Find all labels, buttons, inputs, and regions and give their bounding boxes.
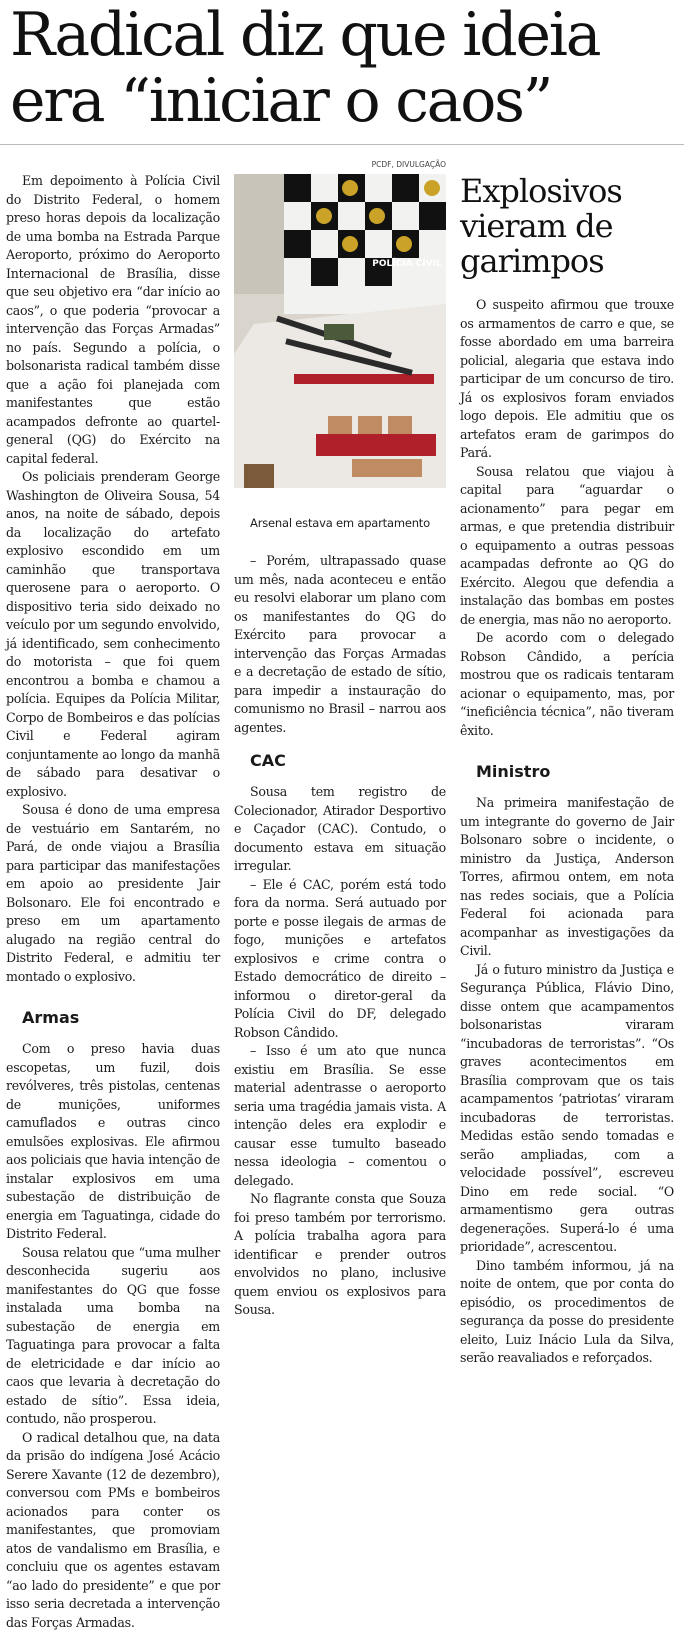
subheading-armas: Armas bbox=[22, 1008, 220, 1028]
paragraph: Os policiais prenderam George Washington de Oliveira Sousa, 54 anos, na noite de sábado, depois da localização do artefato explosivo escondido em um caminhão que transportava querosene para o aeroporto. O dispositivo teria sido deixado no veículo por um segundo envolvido, já identificado, sem conhecimento do motorista – que foi quem encontrou a bomba e chamou a polícia. Equipes da Polícia Militar, Corpo de Bombeiros e das polícias Civil e Federal agiram conjuntamente ao longo da manhã de sábado para desativar o explosivo. bbox=[6, 468, 220, 801]
paragraph: Em depoimento à Polícia Civil do Distrito Federal, o homem preso horas depois da localização de uma bomba na Estrada Parque Aeroporto, próximo do Aeroporto Internacional de Brasília, disse que seu objetivo era “dar início ao caos”, o que poderia “provocar a intervenção das Forças Armadas” no país. Segundo a polícia, o bolsonarista radical também disse que a ação foi planejada com manifestantes que estão acampados defronte ao quartel-general (QG) do Exército na capital federal. bbox=[6, 172, 220, 468]
headline: Radical diz que ideia era “iniciar o caos” bbox=[10, 2, 680, 134]
arsenal-photo bbox=[234, 174, 446, 488]
subheading-ministro: Ministro bbox=[476, 762, 674, 782]
paragraph: Na primeira manifestação de um integrante do governo de Jair Bolsonaro sobre o incidente, o ministro da Justiça, Anderson Torres, afirmou ontem, em nota nas redes sociais, que a Polícia Federal foi acionada para acompanhar as investigações da Civil. bbox=[460, 794, 674, 961]
paragraph: Sousa relatou que viajou à capital para “aguardar o acionamento” para pegar em armas, e que pretendia distribuir o equipamento a outras pessoas acampadas defronte ao QG do Exército. Alegou que defendia a instalação das bombas em postes de energia, mas não no aeroporto. bbox=[460, 463, 674, 630]
side-column bbox=[460, 296, 674, 1368]
paragraph: O suspeito afirmou que trouxe os armamentos de carro e que, se fosse abordado em uma barreira policial, alegaria que estava indo participar de um concurso de tiro. Já os explosivos foram enviados logo depois. Ele admitiu que os artefatos eram de garimpos do Pará. bbox=[460, 296, 674, 463]
paragraph: Sousa relatou que “uma mulher desconhecida sugeriu aos manifestantes do QG que fosse instalada uma bomba na subestação de energia em Taguatinga para provocar a falta de eletricidade e dar início ao caos que levaria à decretação do estado de sítio”. Essa ideia, contudo, não prosperou. bbox=[6, 1244, 220, 1429]
subheading-cac: CAC bbox=[250, 751, 446, 771]
paragraph: – Porém, ultrapassado quase um mês, nada aconteceu e então eu resolvi elaborar um plano com os manifestantes do QG do Exército para provocar a intervenção das Forças Armadas e a decretação de estado de sítio, para impedir a instauração do comunismo no Brasil – narrou aos agentes. bbox=[234, 552, 446, 737]
paragraph: Com o preso havia duas escopetas, um fuzil, dois revólveres, três pistolas, centenas de munições, uniformes camuflados e outras cinco emulsões explosivas. Ele afirmou aos policiais que havia intenção de instalar explosivos em uma subestação de distribuição de energia em Taguatinga, cidade do Distrito Federal. bbox=[6, 1040, 220, 1244]
paragraph: – Isso é um ato que nunca existiu em Brasília. Se esse material adentrasse o aeroporto seria uma tragédia jamais vista. A intenção deles era explodir e causar esse tumulto baseado nessa ideologia – comentou o delegado. bbox=[234, 1042, 446, 1190]
paragraph: No flagrante consta que Souza foi preso também por terrorismo. A polícia trabalha agora para identificar e prender outros envolvidos no plano, inclusive quem enviou os explosivos para Sousa. bbox=[234, 1190, 446, 1320]
photo-caption: Arsenal estava em apartamento bbox=[234, 516, 446, 530]
paragraph: Dino também informou, já na noite de ontem, que por conta do episódio, os procedimentos de segurança da posse do presidente eleito, Luiz Inácio Lula da Silva, serão reavaliados e reforçados. bbox=[460, 1257, 674, 1368]
paragraph: Sousa é dono de uma empresa de vestuário em Santarém, no Pará, de onde viajou a Brasília para participar das manifestações em apoio ao presidente Jair Bolsonaro. Ele foi encontrado e preso em um apartamento alugado na região central do Distrito Federal, e admitiu ter montado o explosivo. bbox=[6, 801, 220, 986]
paragraph: Sousa tem registro de Colecionador, Atirador Desportivo e Caçador (CAC). Contudo, o documento estava em situação irregular. bbox=[234, 783, 446, 876]
photo-credit: PCDF, DIVULGAÇÃO bbox=[372, 160, 446, 169]
paragraph: De acordo com o delegado Robson Cândido, a perícia mostrou que os radicais tentaram acionar o equipamento, mas, por “ineficiência técnica”, não tiveram êxito. bbox=[460, 629, 674, 740]
article-column-1 bbox=[6, 172, 220, 1632]
article-column-2 bbox=[234, 552, 446, 1320]
side-title: Explosivos vieram de garimpos bbox=[460, 174, 676, 279]
paragraph: – Ele é CAC, porém está todo fora da norma. Será autuado por porte e posse ilegais de armas de fogo, munições e artefatos explosivos e crime contra o Estado democrático de direito – informou o diretor-geral da Polícia Civil do DF, delegado Robson Cândido. bbox=[234, 876, 446, 1043]
paragraph: Já o futuro ministro da Justiça e Segurança Pública, Flávio Dino, disse ontem que acampamentos bolsonaristas viraram “incubadoras de terroristas”. “Os graves acontecimentos em Brasília comprovam que os tais acampamentos ‘patriotas’ viraram incubadoras de terroristas. Medidas estão sendo tomadas e serão ampliadas, com a velocidade possível”, escreveu Dino em rede social. “O armamentismo gera outras degenerações. Superá-lo é uma prioridade”, acrescentou. bbox=[460, 961, 674, 1257]
photo-figure bbox=[234, 160, 446, 514]
headline-divider bbox=[0, 144, 684, 145]
backdrop-text: POLÍCIA CIVIL bbox=[372, 257, 442, 269]
paragraph: O radical detalhou que, na data da prisão do indígena José Acácio Serere Xavante (12 de dezembro), conversou com PMs e bombeiros acionados para conter os manifestantes, que promoviam atos de vandalismo em Brasília, e concluiu que os agentes estavam “ao lado do presidente” e que por isso seria decretada a intervenção das Forças Armadas. bbox=[6, 1429, 220, 1632]
